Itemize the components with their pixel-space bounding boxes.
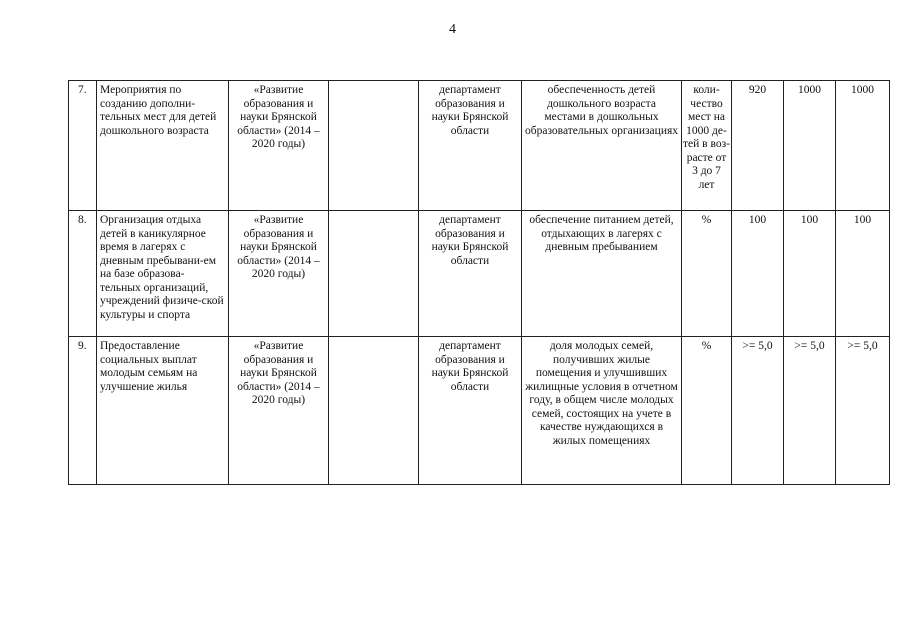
measures-table	[68, 80, 890, 485]
value-cell-1: 100	[732, 211, 784, 337]
empty-cell	[329, 211, 419, 337]
indicator-cell: обеспеченность детей дошкольного возраста местами в дошкольных образовательных организациях	[522, 81, 682, 211]
value-cell-2: >= 5,0	[784, 337, 836, 485]
program-cell: «Развитие образования и науки Брянской области» (2014 – 2020 годы)	[229, 81, 329, 211]
value-cell-3: 1000	[836, 81, 890, 211]
unit-cell: %	[682, 211, 732, 337]
table-row	[69, 211, 890, 337]
value-cell-3: 100	[836, 211, 890, 337]
event-cell: Мероприятия по созданию дополни-тельных мест для детей дошкольного возраста	[97, 81, 229, 211]
value-cell-1: >= 5,0	[732, 337, 784, 485]
value-cell-3: >= 5,0	[836, 337, 890, 485]
event-cell: Предоставление социальных выплат молодым семьям на улучшение жилья	[97, 337, 229, 485]
responsible-cell: департамент образования и науки Брянской области	[419, 211, 522, 337]
unit-cell: коли-чество мест на 1000 де-тей в воз-расте от 3 до 7 лет	[682, 81, 732, 211]
indicator-cell: доля молодых семей, получивших жилые помещения и улучшивших жилищные условия в отчетном году, в общем числе молодых семей, состоящих на учете в качестве нуждающихся в жилых помещениях	[522, 337, 682, 485]
responsible-cell: департамент образования и науки Брянской области	[419, 81, 522, 211]
row-number: 7.	[69, 81, 97, 211]
value-cell-2: 100	[784, 211, 836, 337]
event-cell: Организация отдыха детей в каникулярное время в лагерях с дневным пребывани-ем на базе образова-тельных организаций, учреждений физиче-ской культуры и спорта	[97, 211, 229, 337]
table-row	[69, 81, 890, 211]
value-cell-2: 1000	[784, 81, 836, 211]
table-row	[69, 337, 890, 485]
value-cell-1: 920	[732, 81, 784, 211]
empty-cell	[329, 337, 419, 485]
unit-cell: %	[682, 337, 732, 485]
indicator-cell: обеспечение питанием детей, отдыхающих в лагерях с дневным пребыванием	[522, 211, 682, 337]
page-number: 4	[449, 22, 456, 37]
responsible-cell: департамент образования и науки Брянской области	[419, 337, 522, 485]
program-cell: «Развитие образования и науки Брянской области» (2014 – 2020 годы)	[229, 337, 329, 485]
row-number: 9.	[69, 337, 97, 485]
empty-cell	[329, 81, 419, 211]
program-cell: «Развитие образования и науки Брянской области» (2014 – 2020 годы)	[229, 211, 329, 337]
row-number: 8.	[69, 211, 97, 337]
